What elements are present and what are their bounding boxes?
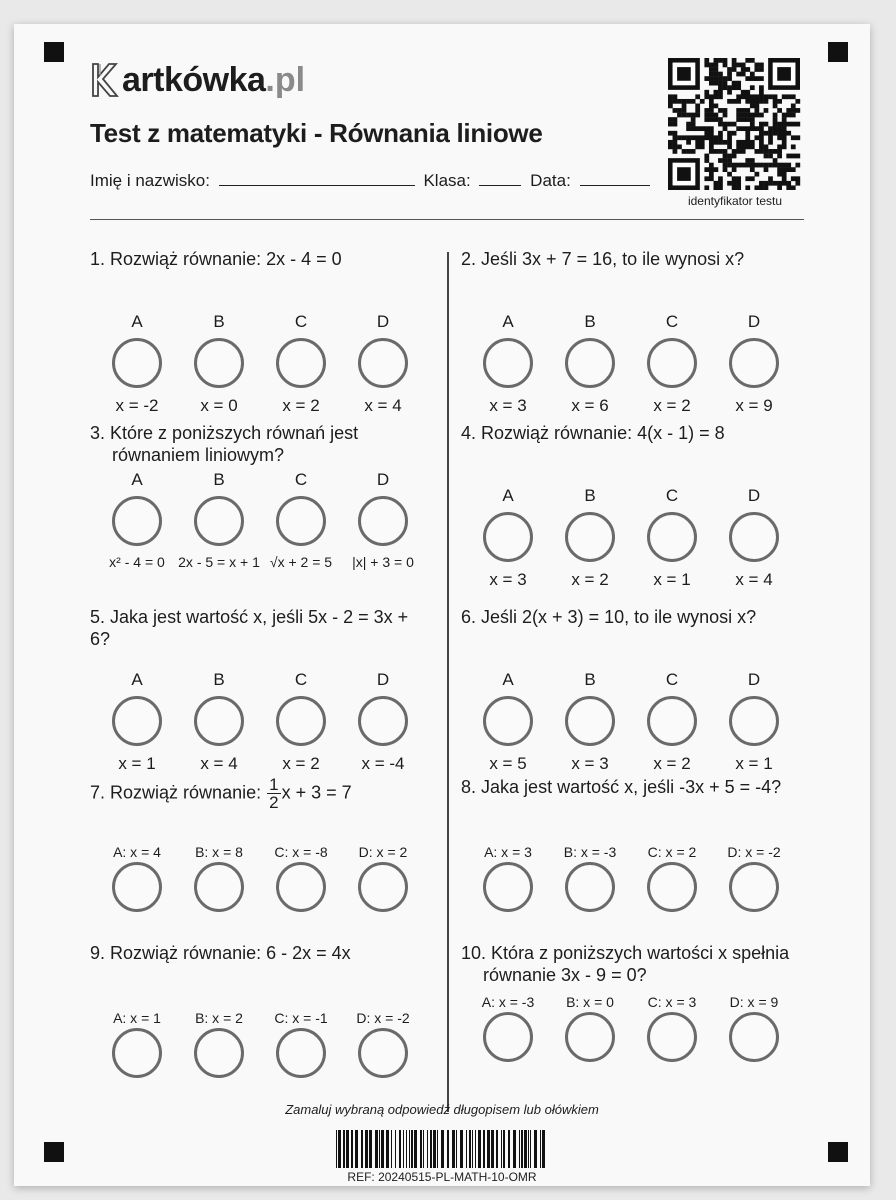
option-label: D: x = 2: [358, 844, 408, 860]
answer-value: x = 9: [735, 396, 773, 415]
option-label: C: x = -1: [274, 1010, 328, 1026]
answer-bubble-c[interactable]: [647, 696, 697, 746]
question-number: 2.: [461, 249, 477, 269]
question-text-line1: Jeśli 3x + 7 = 16, to ile wynosi x?: [481, 249, 745, 269]
answer-bubble-d[interactable]: [358, 696, 408, 746]
question-text-line1: Rozwiąż równanie: 6 - 2x = 4x: [110, 943, 351, 963]
answer-sheet: [14, 24, 870, 1186]
answer-bubble-b[interactable]: [194, 338, 244, 388]
option-letter: D: [376, 312, 390, 331]
answer-bubble-b[interactable]: [565, 862, 615, 912]
question-number: 4.: [461, 423, 477, 443]
answer-value: x = 6: [571, 396, 609, 415]
option-letter: B: [213, 312, 225, 331]
answer-bubble-a[interactable]: [112, 696, 162, 746]
answer-value: x = 3: [489, 396, 527, 415]
option-letter: A: [131, 670, 143, 689]
question-number: 6.: [461, 607, 477, 627]
option-label: A: x = 1: [113, 1010, 161, 1026]
option-letter: C: [665, 486, 679, 505]
registration-marker-top-right: [828, 42, 848, 62]
question-text-line1: Które z poniższych równań jest: [110, 423, 359, 443]
answer-value: √x + 2 = 5: [269, 554, 333, 570]
question-text: [461, 942, 801, 986]
question-text-line1: Rozwiąż równanie: 2x - 4 = 0: [110, 249, 342, 269]
brand-name: artkówka: [122, 61, 266, 99]
option-letter: D: [376, 470, 390, 489]
question-6: [461, 606, 801, 773]
answer-bubble-c[interactable]: [276, 696, 326, 746]
option-letter: A: [131, 312, 143, 331]
answer-bubble-a[interactable]: [483, 512, 533, 562]
option-letter: A: [131, 470, 143, 489]
question-text-line2: równanie 3x - 9 = 0?: [483, 965, 647, 985]
answer-bubble-d[interactable]: [729, 338, 779, 388]
column-divider: [447, 252, 449, 1112]
answer-value: x = 3: [571, 754, 609, 773]
question-text-line2: równaniem liniowym?: [112, 445, 285, 465]
answer-bubble-a[interactable]: [483, 1012, 533, 1062]
question-7: [90, 775, 430, 860]
question-5: [90, 606, 430, 773]
question-2: [461, 248, 801, 415]
answer-value: x = 3: [489, 570, 527, 589]
option-letter: B: [213, 470, 225, 489]
option-label: B: x = 2: [195, 1010, 243, 1026]
question-9: [90, 942, 430, 1026]
answer-bubble-d[interactable]: [729, 696, 779, 746]
registration-marker-top-left: [44, 42, 64, 62]
answer-value: x = -2: [115, 396, 159, 415]
option-letter: D: [376, 670, 390, 689]
option-label: D: x = 9: [729, 994, 779, 1010]
question-number: 7.: [90, 782, 106, 803]
question-10: [461, 942, 801, 1010]
header-divider: [90, 219, 804, 220]
answer-bubble-a[interactable]: [112, 1028, 162, 1078]
name-label: Imię i nazwisko:: [90, 171, 210, 190]
option-letter: C: [665, 312, 679, 331]
brand-logo: [90, 54, 305, 100]
answer-bubble-b[interactable]: [565, 338, 615, 388]
answer-value: 2x - 5 = x + 1: [178, 554, 260, 570]
answer-bubble-d[interactable]: [358, 1028, 408, 1078]
option-label: A: x = 4: [113, 844, 161, 860]
option-letter: C: [294, 670, 308, 689]
question-text-line1: Jeśli 2(x + 3) = 10, to ile wynosi x?: [481, 607, 757, 627]
option-letter: A: [502, 486, 514, 505]
question-8: [461, 776, 801, 860]
option-letter: D: [747, 486, 761, 505]
fraction-denominator: 2: [269, 793, 279, 812]
question-text-line1: Jaka jest wartość x, jeśli 5x - 2 = 3x + 6?: [90, 607, 409, 649]
option-label: B: x = -3: [563, 844, 617, 860]
answer-bubble-a[interactable]: [483, 862, 533, 912]
option-letter: D: [747, 670, 761, 689]
option-letter: C: [665, 670, 679, 689]
answer-bubble-b[interactable]: [194, 862, 244, 912]
option-letter: A: [502, 670, 514, 689]
question-number: 5.: [90, 607, 106, 627]
answer-value: x = 1: [735, 754, 773, 773]
question-text-pre: Rozwiąż równanie:: [110, 782, 262, 803]
student-info-line: [90, 169, 654, 191]
date-label: Data:: [530, 171, 571, 190]
answer-value: x = 5: [489, 754, 527, 773]
page-title: Test z matematyki - Równania liniowe: [90, 118, 543, 148]
question-text-post: x + 3 = 7: [281, 782, 352, 803]
option-label: A: x = 3: [484, 844, 532, 860]
answer-bubble-a[interactable]: [483, 338, 533, 388]
option-letter: D: [747, 312, 761, 331]
answer-bubble-a[interactable]: [483, 696, 533, 746]
answer-value: x = 2: [571, 570, 609, 589]
answer-bubble-c[interactable]: [647, 338, 697, 388]
option-label: A: x = -3: [481, 994, 535, 1010]
question-4: [461, 422, 801, 589]
question-number: 10.: [461, 943, 487, 963]
question-3: [90, 422, 430, 570]
question-text: [90, 942, 430, 964]
answer-bubble-d[interactable]: [358, 338, 408, 388]
option-label: C: x = 2: [647, 844, 697, 860]
option-label: B: x = 8: [195, 844, 243, 860]
answer-bubble-c[interactable]: [276, 496, 326, 546]
class-label: Klasa:: [423, 171, 471, 190]
name-field[interactable]: [219, 169, 415, 186]
question-text-line1: Jaka jest wartość x, jeśli -3x + 5 = -4?: [481, 777, 782, 797]
option-letter: B: [584, 312, 596, 331]
fraction-numerator: 1: [269, 775, 279, 794]
question-number: 1.: [90, 249, 106, 269]
question-number: 9.: [90, 943, 106, 963]
option-label: C: x = 3: [647, 994, 697, 1010]
answer-bubble-c[interactable]: [647, 1012, 697, 1062]
answer-bubble-d[interactable]: [358, 496, 408, 546]
answer-value: x² - 4 = 0: [109, 554, 165, 570]
answer-bubble-a[interactable]: [112, 338, 162, 388]
option-letter: A: [502, 312, 514, 331]
answer-value: x = 2: [653, 396, 691, 415]
option-letter: B: [584, 486, 596, 505]
answer-bubble-c[interactable]: [647, 512, 697, 562]
answer-bubble-c[interactable]: [276, 1028, 326, 1078]
option-letter: B: [584, 670, 596, 689]
answer-value: x = 4: [200, 754, 238, 773]
answer-value: x = 1: [653, 570, 691, 589]
question-text: [90, 606, 430, 650]
answer-bubble-a[interactable]: [112, 496, 162, 546]
option-label: C: x = -8: [274, 844, 328, 860]
question-text: [90, 248, 430, 270]
reference-code: REF: 20240515-PL-MATH-10-OMR: [347, 1170, 537, 1184]
answer-value: x = 4: [735, 570, 773, 589]
answer-bubble-d[interactable]: [358, 862, 408, 912]
question-number: 8.: [461, 777, 477, 797]
answer-bubble-b[interactable]: [565, 512, 615, 562]
answer-value: |x| + 3 = 0: [352, 554, 414, 570]
question-text: [90, 422, 430, 466]
answer-bubble-b[interactable]: [565, 1012, 615, 1062]
option-label: B: x = 0: [566, 994, 614, 1010]
answer-bubble-d[interactable]: [729, 862, 779, 912]
answer-value: x = 0: [200, 396, 238, 415]
brand-domain: .pl: [265, 61, 306, 99]
option-letter: C: [294, 312, 308, 331]
answer-bubble-d[interactable]: [729, 1012, 779, 1062]
answer-value: x = 2: [282, 754, 320, 773]
fraction: [267, 776, 280, 811]
option-letter: C: [294, 470, 308, 489]
answer-value: x = -4: [361, 754, 405, 773]
registration-marker-bottom-left: [44, 1142, 64, 1162]
qr-code: [668, 58, 802, 190]
question-number: 3.: [90, 423, 106, 443]
answer-bubble-b[interactable]: [565, 696, 615, 746]
answer-bubble-d[interactable]: [729, 512, 779, 562]
question-1: [90, 248, 430, 415]
answer-bubble-c[interactable]: [647, 862, 697, 912]
answer-bubble-b[interactable]: [194, 496, 244, 546]
option-label: D: x = -2: [356, 1010, 410, 1026]
question-text: [90, 776, 430, 811]
answer-value: x = 2: [653, 754, 691, 773]
answer-value: x = 1: [118, 754, 156, 773]
question-text-line1: Rozwiąż równanie: 4(x - 1) = 8: [481, 423, 725, 443]
class-field[interactable]: [479, 169, 521, 186]
question-text: [461, 248, 801, 270]
answer-bubble-a[interactable]: [112, 862, 162, 912]
answer-bubble-b[interactable]: [194, 1028, 244, 1078]
brand-k-icon: [90, 60, 124, 100]
answer-bubble-c[interactable]: [276, 338, 326, 388]
footer-instruction: Zamaluj wybraną odpowiedź długopisem lub ołówkiem: [285, 1102, 599, 1117]
answer-bubble-c[interactable]: [276, 862, 326, 912]
question-text: [461, 606, 801, 628]
question-text: [461, 776, 801, 798]
answer-value: x = 4: [364, 396, 402, 415]
question-text-line1: Która z poniższych wartości x spełnia: [491, 943, 790, 963]
answer-bubble-b[interactable]: [194, 696, 244, 746]
question-text: [461, 422, 801, 444]
registration-marker-bottom-right: [828, 1142, 848, 1162]
qr-label: identyfikator testu: [687, 194, 783, 208]
option-letter: B: [213, 670, 225, 689]
date-field[interactable]: [580, 169, 650, 186]
barcode: [334, 1130, 548, 1168]
option-label: D: x = -2: [727, 844, 781, 860]
answer-value: x = 2: [282, 396, 320, 415]
